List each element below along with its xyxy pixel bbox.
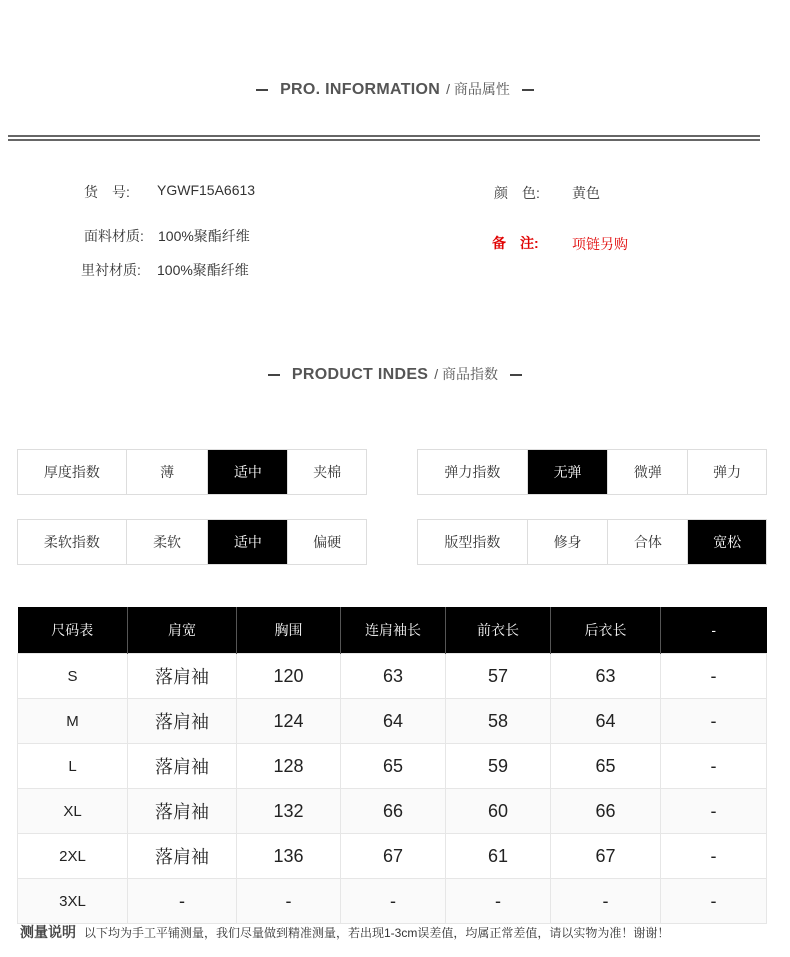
size-cell: 3XL (18, 879, 128, 924)
table-cell: - (341, 879, 446, 924)
table-cell: 57 (446, 654, 551, 699)
fit-index (417, 519, 767, 565)
table-cell: 63 (551, 654, 661, 699)
index-option-selected: 适中 (208, 450, 288, 494)
lining-label: 里衬材质: (81, 262, 141, 278)
index-option: 弹力 (713, 464, 742, 480)
elasticity-index-label: 弹力指数 (418, 450, 528, 494)
table-row (18, 654, 767, 699)
table-cell: 60 (446, 789, 551, 834)
measurement-note-text: 以下均为手工平铺测量，我们尽量做到精准测量，若出现1-3cm误差值，均属正常差值，请以实物为准！谢谢！ (84, 926, 670, 940)
table-cell: 66 (341, 789, 446, 834)
size-cell: XL (18, 789, 128, 834)
table-cell: 63 (341, 654, 446, 699)
item-no-label: 货 号: (84, 184, 130, 200)
table-cell: 65 (341, 744, 446, 789)
color-label: 颜 色: (494, 185, 540, 201)
header-chest: 胸围 (237, 607, 341, 654)
item-no-value: YGWF15A6613 (157, 182, 256, 198)
title-dash (256, 89, 268, 91)
index-option: 夹棉 (313, 464, 342, 480)
table-row (18, 834, 767, 879)
index-option: 微弹 (608, 450, 688, 494)
table-cell: 136 (237, 834, 341, 879)
table-cell: - (661, 834, 767, 879)
table-cell: 落肩袖 (128, 789, 237, 834)
table-cell: - (128, 879, 237, 924)
table-cell: 59 (446, 744, 551, 789)
table-cell: 58 (446, 699, 551, 744)
remark-value: 项链另购 (572, 236, 628, 252)
header-sleeve: 连肩袖长 (341, 607, 446, 654)
table-cell: 128 (237, 744, 341, 789)
table-cell: 66 (551, 789, 661, 834)
title-dash (268, 374, 280, 376)
table-cell: - (661, 699, 767, 744)
table-cell: - (446, 879, 551, 924)
divider (8, 139, 760, 141)
table-cell: - (551, 879, 661, 924)
table-cell: 64 (551, 699, 661, 744)
table-cell: 落肩袖 (128, 744, 237, 789)
index-option-selected: 宽松 (688, 520, 766, 564)
index-option: 偏硬 (313, 534, 342, 550)
table-cell: 67 (341, 834, 446, 879)
index-option: 合体 (608, 520, 688, 564)
table-cell: 65 (551, 744, 661, 789)
index-title-en: PRODUCT INDES (291, 366, 429, 383)
fabric-label: 面料材质: (84, 228, 144, 244)
table-row (18, 879, 767, 924)
size-table-header (18, 607, 767, 654)
index-section-title (0, 364, 790, 384)
softness-index (17, 519, 367, 565)
table-cell: - (661, 744, 767, 789)
table-cell: 132 (237, 789, 341, 834)
divider (8, 135, 760, 137)
elasticity-index (417, 449, 767, 495)
index-option-selected: 适中 (208, 520, 288, 564)
title-dash (522, 89, 534, 91)
table-cell: 67 (551, 834, 661, 879)
table-cell: 64 (341, 699, 446, 744)
thickness-index-label: 厚度指数 (18, 450, 127, 494)
header-front-length: 前衣长 (446, 607, 551, 654)
table-cell: - (237, 879, 341, 924)
index-option: 薄 (127, 450, 209, 494)
index-option: 修身 (528, 520, 609, 564)
table-cell: - (661, 654, 767, 699)
table-cell: 落肩袖 (128, 699, 237, 744)
info-title-en: PRO. INFORMATION (280, 81, 441, 98)
table-cell: 120 (237, 654, 341, 699)
table-cell: - (661, 879, 767, 924)
info-section-title (0, 79, 790, 99)
table-cell: 124 (237, 699, 341, 744)
softness-index-label: 柔软指数 (18, 520, 127, 564)
table-row (18, 699, 767, 744)
title-dash (510, 374, 522, 376)
color-value: 黄色 (572, 185, 600, 201)
size-cell: 2XL (18, 834, 128, 879)
header-back-length: 后衣长 (551, 607, 661, 654)
size-cell: L (18, 744, 128, 789)
table-cell: 落肩袖 (128, 654, 237, 699)
size-cell: S (18, 654, 128, 699)
thickness-index (17, 449, 367, 495)
fabric-value: 100%聚酯纤维 (158, 228, 250, 244)
info-title-cn: / 商品属性 (446, 81, 510, 97)
table-cell: 落肩袖 (128, 834, 237, 879)
lining-value: 100%聚酯纤维 (157, 262, 249, 278)
index-option-selected: 无弹 (528, 450, 609, 494)
header-extra: - (661, 607, 767, 654)
size-cell: M (18, 699, 128, 744)
measurement-note (20, 922, 669, 942)
index-title-cn: / 商品指数 (434, 366, 499, 382)
index-option: 柔软 (127, 520, 209, 564)
table-row (18, 744, 767, 789)
header-size: 尺码表 (18, 607, 128, 654)
table-cell: 61 (446, 834, 551, 879)
table-row (18, 789, 767, 834)
measurement-note-label: 测量说明 (20, 924, 76, 940)
remark-label: 备 注: (492, 235, 539, 251)
size-table (17, 607, 767, 924)
header-shoulder: 肩宽 (128, 607, 237, 654)
table-cell: - (661, 789, 767, 834)
fit-index-label: 版型指数 (418, 520, 528, 564)
